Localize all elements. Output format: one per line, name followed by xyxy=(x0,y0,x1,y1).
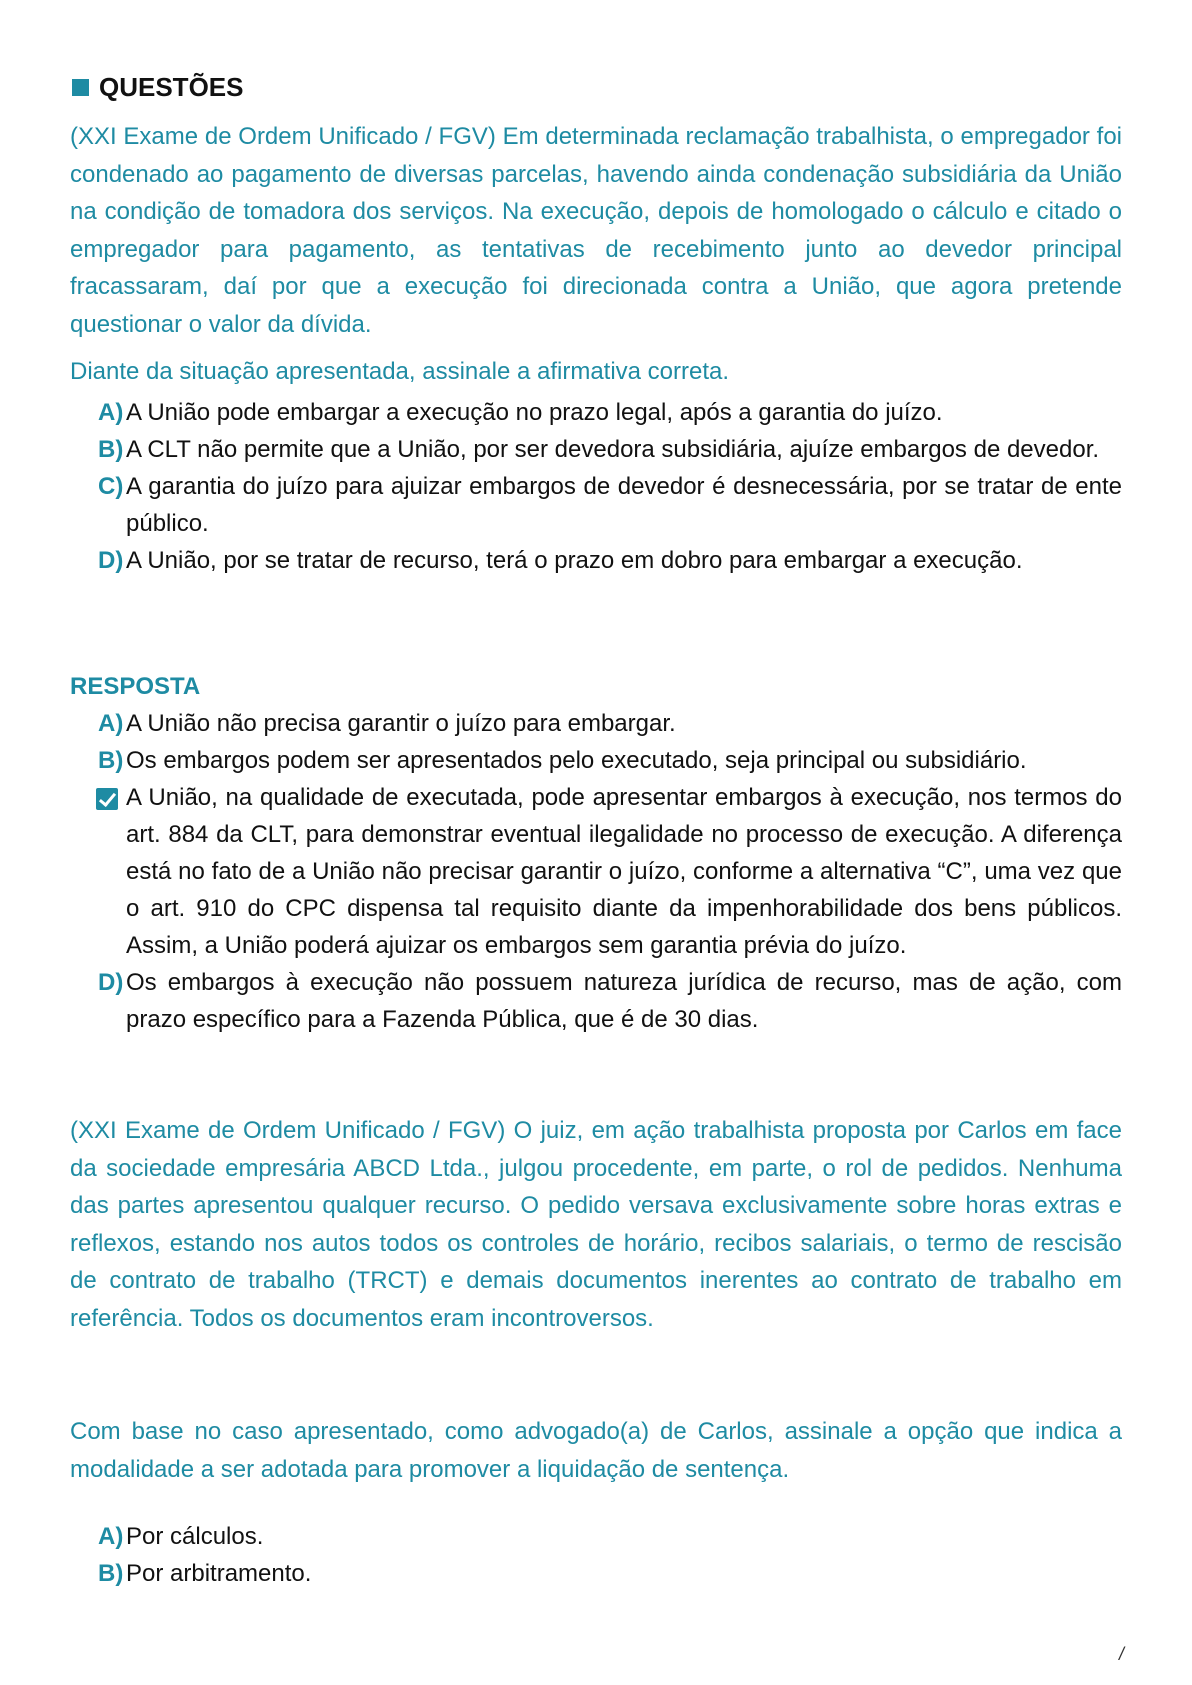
question-1-prompt: Diante da situação apresentada, assinale a afirmativa correta. xyxy=(70,358,730,385)
option-d xyxy=(70,542,1122,579)
option-text: A garantia do juízo para ajuizar embargos de devedor é desnecessária, por se tratar de ente público. xyxy=(126,473,1122,537)
answer-text: A União não precisa garantir o juízo para embargar. xyxy=(126,710,676,737)
option-b xyxy=(70,431,1122,468)
answer-letter: D) xyxy=(98,969,124,996)
question-1-options xyxy=(70,394,1122,579)
answer-b xyxy=(70,742,1122,779)
option-text: A União pode embargar a execução no prazo legal, após a garantia do juízo. xyxy=(126,399,943,426)
answer-title: RESPOSTA xyxy=(70,673,201,700)
question-2-prompt-block xyxy=(70,1413,1122,1488)
question-2-statement: (XXI Exame de Ordem Unificado / FGV) O juiz, em ação trabalhista proposta por Carlos em face da sociedade empresária ABCD Ltda., julgou procedente, em parte, o rol de pedidos. Nenhuma das partes apresentou qualquer recurso. O pedido versava exclusivamente sobre horas extras e reflexos, estando nos autos todos os controles de horário, recibos salariais, o termo de rescisão de contrato de trabalho (TRCT) e demais documentos inerentes ao contrato de trabalho em referência. Todos os documentos eram incontroversos. xyxy=(70,1117,1122,1332)
option-letter: D) xyxy=(98,547,124,574)
answer-d xyxy=(70,964,1122,1038)
option-letter: C) xyxy=(98,473,124,500)
option-letter: B) xyxy=(98,436,124,463)
answer-letter: B) xyxy=(98,747,124,774)
question-2 xyxy=(70,1112,1122,1337)
answer-c-correct xyxy=(70,779,1122,964)
option-letter: A) xyxy=(98,399,124,426)
section-title: QUESTÕES xyxy=(99,72,244,102)
question-2-prompt: Com base no caso apresentado, como advogado(a) de Carlos, assinale a opção que indica a modalidade a ser adotada para promover a liquidação de sentença. xyxy=(70,1418,1122,1483)
page-marker: / xyxy=(1118,1644,1124,1664)
option-text: Por arbitramento. xyxy=(126,1560,312,1587)
option-a xyxy=(70,394,1122,431)
square-bullet-icon xyxy=(72,79,89,96)
answer-text: A União, na qualidade de executada, pode apresentar embargos à execução, nos termos do art. 884 da CLT, para demonstrar eventual ilegalidade no processo de execução. A diferença está no fato de a União não precisar garantir o juízo, conforme a alternativa “C”, uma vez que o art. 910 do CPC dispensa tal requisito diante da impenhorabilidade dos bens públicos. Assim, a União poderá ajuizar os embargos sem garantia prévia do juízo. xyxy=(126,784,1122,959)
option-text: Por cálculos. xyxy=(126,1523,264,1550)
answer-section xyxy=(70,668,1122,1038)
answer-text: Os embargos à execução não possuem natureza jurídica de recurso, mas de ação, com prazo específico para a Fazenda Pública, que é de 30 dias. xyxy=(126,969,1122,1033)
answer-marker xyxy=(96,781,122,818)
option-letter: A) xyxy=(98,1523,124,1550)
checkbox-checked-icon xyxy=(96,788,118,810)
option-letter: B) xyxy=(98,1560,124,1587)
question-1-prompt-block xyxy=(70,353,1122,390)
option-text: A CLT não permite que a União, por ser devedora subsidiária, ajuíze embargos de devedor. xyxy=(126,436,1100,463)
question-1-statement: (XXI Exame de Ordem Unificado / FGV) Em determinada reclamação trabalhista, o empregador foi condenado ao pagamento de diversas parcelas, havendo ainda condenação subsidiária da União na condição de tomadora dos serviços. Na execução, depois de homologado o cálculo e citado o empregador para pagamento, as tentativas de recebimento junto ao devedor principal fracassaram, daí por que a execução foi direcionada contra a União, que agora pretende questionar o valor da dívida. xyxy=(70,123,1122,338)
question-1 xyxy=(70,118,1122,343)
section-header xyxy=(72,72,243,103)
answer-letter: A) xyxy=(98,710,124,737)
answer-a xyxy=(70,705,1122,742)
question-2-options xyxy=(70,1518,1122,1592)
option-b xyxy=(70,1555,1122,1592)
option-c xyxy=(70,468,1122,542)
answer-text: Os embargos podem ser apresentados pelo executado, seja principal ou subsidiário. xyxy=(126,747,1027,774)
option-a xyxy=(70,1518,1122,1555)
option-text: A União, por se tratar de recurso, terá o prazo em dobro para embargar a execução. xyxy=(126,547,1023,574)
